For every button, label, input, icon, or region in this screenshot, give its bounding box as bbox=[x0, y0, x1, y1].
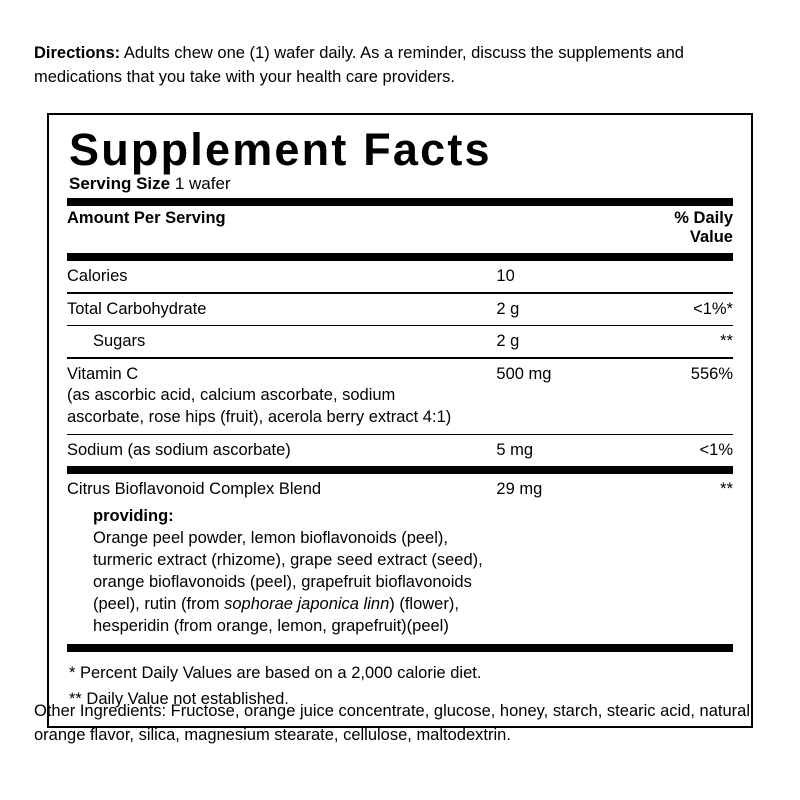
directions-text: Adults chew one (1) wafer daily. As a reminder, discuss the supplements and medications that you take with your health care providers. bbox=[34, 44, 684, 86]
footnote-daily-value-not-established: ** Daily Value not established. bbox=[69, 689, 289, 708]
row-amount-blend: 29 mg bbox=[496, 480, 543, 499]
row-amount-sugars: 2 g bbox=[496, 332, 520, 351]
row-amount-calories: 10 bbox=[496, 267, 515, 286]
vitamin-c-detail-line-2: ascorbate, rose hips (fruit), acerola berry extract 4:1) bbox=[67, 407, 452, 426]
rule-under-blend bbox=[67, 641, 733, 655]
blend-line-1: Orange peel powder, lemon bioflavonoids (peel), bbox=[93, 529, 448, 548]
table-row bbox=[67, 438, 733, 463]
table-row bbox=[67, 264, 733, 289]
blend-providing-label: providing: bbox=[93, 507, 174, 526]
row-divider bbox=[67, 322, 733, 329]
row-amount-total-carbohydrate: 2 g bbox=[496, 299, 520, 318]
blend-line-4 bbox=[93, 594, 733, 616]
rule-above-blend bbox=[67, 463, 733, 477]
blend-line-5: hesperidin (from orange, lemon, grapefruit)(peel) bbox=[93, 616, 449, 635]
serving-size bbox=[69, 174, 733, 194]
row-divider bbox=[67, 289, 733, 296]
table-row bbox=[67, 477, 733, 502]
serving-size-value: 1 wafer bbox=[170, 174, 231, 194]
row-dv-total-carbohydrate: <1%* bbox=[693, 299, 733, 318]
blend-line-3: orange bioflavonoids (peel), grapefruit bioflavonoids bbox=[93, 573, 472, 591]
footnote-percent-daily-values: * Percent Daily Values are based on a 2,000 calorie diet. bbox=[69, 663, 482, 682]
other-ingredients-text: Fructose, orange juice concentrate, glucose, honey, starch, stearic acid, natural orange flavor, silica, magnesium stearate, cellulose, maltodextrin. bbox=[34, 702, 750, 744]
table-row bbox=[67, 329, 733, 354]
rule-under-serving bbox=[67, 198, 733, 206]
row-name-vitamin-c bbox=[67, 362, 496, 431]
row-dv-blend: ** bbox=[720, 480, 733, 499]
blend-line-4-b: ) (flower), bbox=[389, 594, 459, 613]
blend-detail-row bbox=[67, 502, 733, 641]
row-name-sodium: Sodium (as sodium ascorbate) bbox=[67, 441, 291, 460]
blend-line-4-a: (peel), rutin (from bbox=[93, 594, 225, 613]
panel-title: Supplement Facts bbox=[69, 124, 492, 175]
rule-under-header bbox=[67, 250, 733, 264]
vitamin-c-detail-line-1: (as ascorbic acid, calcium ascorbate, sodium bbox=[67, 385, 396, 404]
table-header-row bbox=[67, 206, 733, 250]
blend-line-2: turmeric extract (rhizome), grape seed extract (seed), bbox=[93, 551, 483, 570]
other-ingredients-label: Other Ingredients: bbox=[34, 702, 167, 720]
facts-table bbox=[67, 206, 733, 654]
row-name-calories: Calories bbox=[67, 267, 128, 286]
header-daily-value: % Daily Value bbox=[674, 209, 733, 247]
row-amount-sodium: 5 mg bbox=[496, 441, 534, 460]
row-name-blend: Citrus Bioflavonoid Complex Blend bbox=[67, 480, 322, 499]
row-dv-sugars: ** bbox=[720, 332, 733, 351]
row-dv-calories bbox=[637, 264, 733, 289]
row-name-total-carbohydrate: Total Carbohydrate bbox=[67, 299, 207, 318]
row-dv-vitamin-c: 556% bbox=[690, 364, 733, 383]
row-dv-sodium: <1% bbox=[699, 441, 733, 460]
directions-paragraph bbox=[34, 42, 774, 90]
table-row bbox=[67, 297, 733, 322]
header-amount-per-serving: Amount Per Serving bbox=[67, 209, 226, 228]
row-name-sugars: Sugars bbox=[93, 332, 146, 351]
row-divider bbox=[67, 354, 733, 361]
header-amount-spacer bbox=[496, 206, 637, 250]
directions-label: Directions: bbox=[34, 44, 121, 62]
blend-ingredients bbox=[67, 526, 733, 641]
serving-size-label: Serving Size bbox=[69, 174, 171, 194]
vitamin-c-name: Vitamin C bbox=[67, 364, 139, 383]
row-amount-vitamin-c: 500 mg bbox=[496, 364, 552, 383]
row-divider bbox=[67, 431, 733, 438]
supplement-facts-panel bbox=[47, 113, 753, 728]
blend-line-4-italic: sophorae japonica linn bbox=[224, 594, 390, 613]
other-ingredients-paragraph bbox=[34, 700, 779, 748]
table-row bbox=[67, 362, 733, 431]
